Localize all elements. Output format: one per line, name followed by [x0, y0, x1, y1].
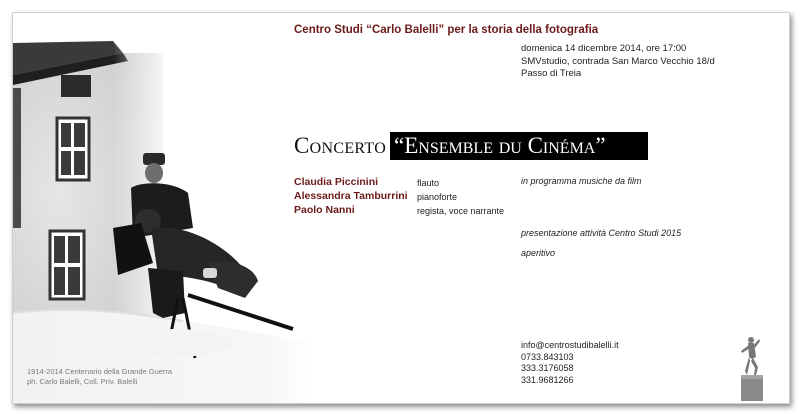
caption-line-2: ph. Carlo Balelli, Coll. Priv. Balelli [27, 377, 138, 386]
contact-phone: 0733.843103 [521, 351, 574, 362]
performer-names [294, 175, 408, 217]
caption-line-1: 1914-2014 Centenario della Grande Guerra [27, 367, 173, 376]
performer-roles [417, 176, 504, 218]
performer-name: Paolo Nanni [294, 204, 355, 216]
presentation-line: presentazione attività Centro Studi 2015 [521, 228, 682, 238]
concert-title [294, 132, 648, 160]
performer-name: Alessandra Tamburrini [294, 190, 408, 202]
event-date: domenica 14 dicembre 2014, ore 17:00 [521, 43, 687, 54]
title-prefix: Concerto [294, 133, 387, 158]
performer-name: Claudia Piccinini [294, 176, 379, 188]
photo-caption [27, 367, 172, 387]
performer-role: regista, voce narrante [417, 206, 505, 216]
ensemble-name: “Ensemble du Cinéma” [390, 132, 648, 160]
historic-photo [13, 13, 313, 403]
invitation-card [12, 12, 790, 404]
performer-role: pianoforte [417, 192, 458, 202]
contact-phone: 331.9681266 [521, 374, 574, 385]
contact-phone: 333.3176058 [521, 363, 574, 373]
aperitivo-line: aperitivo [521, 248, 556, 258]
program-line: in programma musiche da film [521, 176, 642, 186]
event-place: Passo di Treia [521, 68, 582, 79]
contact-email: info@centrostudibalelli.it [521, 340, 619, 350]
contacts [521, 340, 619, 386]
event-venue: SMVstudio, contrada San Marco Vecchio 18/d [521, 55, 715, 67]
statue-logo-icon [731, 331, 771, 401]
photo-illustration [13, 13, 313, 403]
event-info [521, 43, 715, 81]
performer-role: flauto [417, 178, 440, 188]
organizer-title: Centro Studi “Carlo Balelli” per la storia della fotografia [294, 24, 599, 36]
